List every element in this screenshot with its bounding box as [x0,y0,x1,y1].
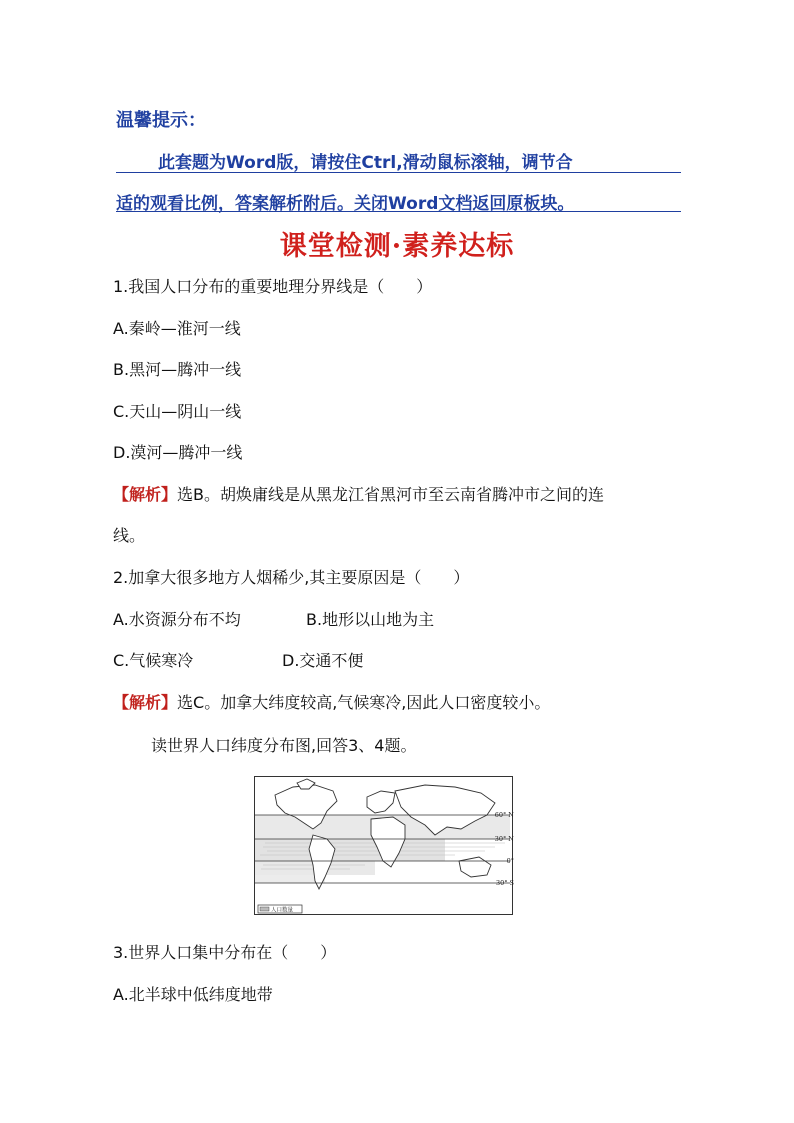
tip-line-2: 适的观看比例，答案解析附后。关闭Word文档返回原板块。 [116,194,575,214]
question-2-analysis [113,690,550,713]
question-3-option-a: A.北半球中低纬度地带 [113,985,273,1004]
map-legend [258,905,302,914]
question-1-stem: 1.我国人口分布的重要地理分界线是（ ） [113,277,433,296]
map-intro: 读世界人口纬度分布图,回答3、4题。 [151,736,417,755]
lat-label-60n: 60° N [494,811,514,819]
lat-label-30s: 30° S [495,879,514,887]
tip-title: 温馨提示： [116,110,206,131]
analysis-text: 选C。加拿大纬度较高,气候寒冷,因此人口密度较小。 [177,693,551,712]
analysis-label: 【解析】 [113,693,178,712]
question-2-option-c: C.气候寒冷 [113,651,194,670]
question-1-option-d: D.漠河—腾冲一线 [113,443,243,462]
question-1-option-a: A.秦岭—淮河一线 [113,319,241,338]
question-1-option-c: C.天山—阴山一线 [113,402,242,421]
question-1-analysis-cont: 线。 [113,526,146,545]
analysis-text: 选B。胡焕庸线是从黑龙江省黑河市至云南省腾冲市之间的连 [177,485,604,504]
analysis-label: 【解析】 [113,485,178,504]
map-svg [255,777,512,914]
section-title: 课堂检测·素养达标 [279,231,515,262]
question-1-analysis [113,482,604,505]
tip-underline-1 [116,172,681,173]
lat-label-30n: 30° N [494,835,514,843]
tip-underline-2 [116,211,681,212]
question-2-option-d: D.交通不便 [282,651,364,670]
lat-label-equator: 0° [506,857,514,865]
question-2-option-a: A.水资源分布不均 [113,610,241,629]
question-2-stem: 2.加拿大很多地方人烟稀少,其主要原因是（ ） [113,568,470,587]
question-1-option-b: B.黑河—腾冲一线 [113,360,242,379]
tip-line-1: 此套题为Word版，请按住Ctrl,滑动鼠标滚轴，调节合 [158,153,573,173]
world-population-latitude-map [254,776,513,915]
question-3-stem: 3.世界人口集中分布在（ ） [113,943,337,962]
legend-label: 人口数量 [271,907,294,914]
question-2-option-b: B.地形以山地为主 [306,610,435,629]
